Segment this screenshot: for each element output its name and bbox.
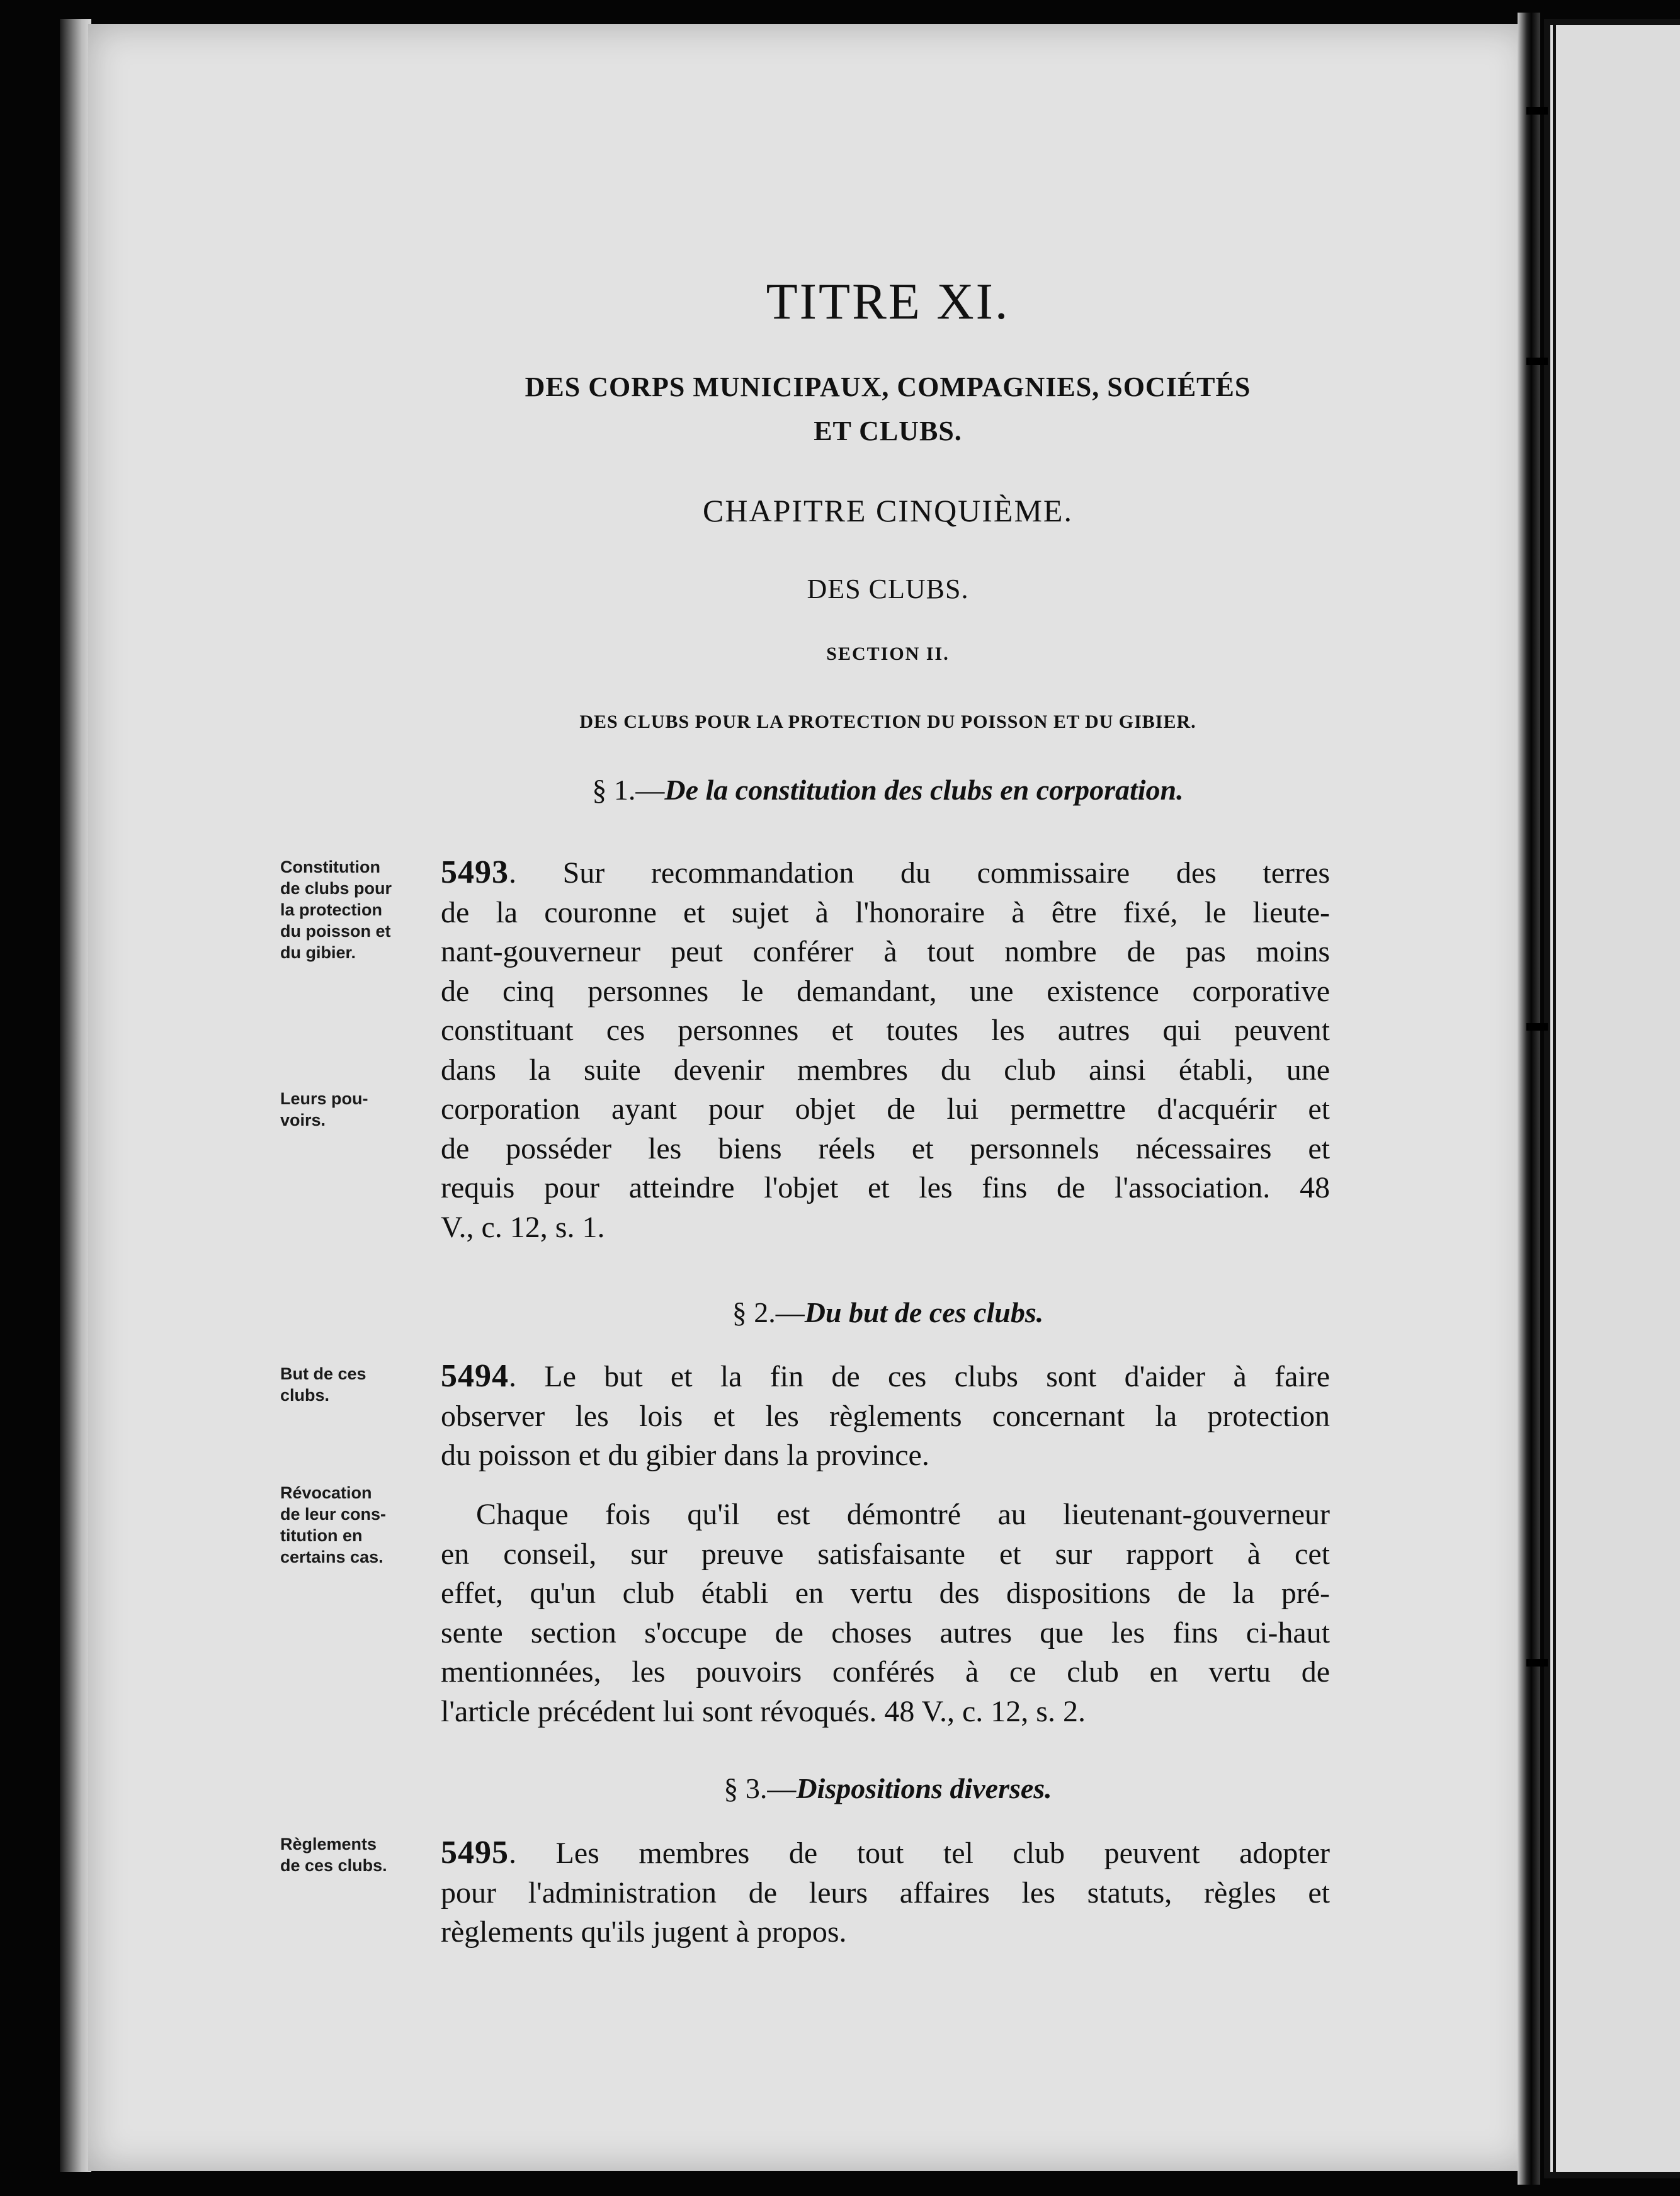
text-line: requis pour atteindre l'objet et les fins de l'association. 48	[441, 1171, 1330, 1204]
article-number: 5494	[441, 1358, 509, 1394]
text-line: effet, qu'un club établi en vertu des dispositions de la pré-	[441, 1576, 1330, 1610]
spine-notch	[1526, 1023, 1548, 1031]
text-line: pour l'administration de leurs affaires les statuts, règles et	[441, 1876, 1330, 1910]
margin-note: Révocation de leur cons- titution en certains cas.	[280, 1483, 387, 1566]
article-5495	[441, 1833, 1330, 1952]
text-line: observer les lois et les règlements concernant la protection	[441, 1399, 1330, 1433]
paragraph-mark: § 1.—	[592, 774, 665, 806]
text-line: dans la suite devenir membres du club ainsi établi, une	[441, 1053, 1330, 1087]
text-line: de cinq personnes le demandant, une existence corporative	[441, 974, 1330, 1008]
paragraph-heading-1	[403, 773, 1373, 807]
margin-note: Règlements de ces clubs.	[280, 1835, 387, 1875]
text-line: mentionnées, les pouvoirs conférés à ce club en vertu de	[441, 1655, 1330, 1689]
text-line: règlements qu'ils jugent à propos.	[441, 1915, 847, 1949]
margin-note: Leurs pou- voirs.	[280, 1089, 368, 1129]
paragraph-mark: § 2.—	[732, 1296, 805, 1328]
text-line: de posséder les biens réels et personnels nécessaires et	[441, 1131, 1330, 1165]
text-line: en conseil, sur preuve satisfaisante et sur rapport à cet	[441, 1537, 1330, 1571]
text-line: 5494. Le but et la fin de ces clubs sont d'aider à faire	[441, 1358, 1330, 1394]
article-5494	[441, 1357, 1330, 1476]
paragraph-heading-2	[403, 1296, 1373, 1329]
next-page-edge-line	[1553, 19, 1556, 2178]
paragraph-title: De la constitution des clubs en corporation.	[664, 774, 1184, 806]
text-line: l'article précédent lui sont révoqués. 48 V., c. 12, s. 2.	[441, 1694, 1086, 1728]
left-page-edge	[60, 19, 91, 2172]
paragraph-title: Dispositions diverses.	[796, 1772, 1052, 1804]
subtitle-line-2: ET CLUBS.	[814, 416, 962, 446]
section-title: DES CLUBS POUR LA PROTECTION DU POISSON ET DU GIBIER.	[579, 711, 1196, 732]
text-line: de la couronne et sujet à l'honoraire à être fixé, le lieute-	[441, 895, 1330, 929]
text-line: Chaque fois qu'il est démontré au lieutenant-gouverneur	[476, 1498, 1330, 1531]
margin-note: Constitution de clubs pour la protection du poisson et du gibier.	[280, 857, 392, 962]
paragraph-mark: § 3.—	[724, 1772, 797, 1804]
subtitle-line-1: DES CORPS MUNICIPAUX, COMPAGNIES, SOCIÉTÉS	[525, 371, 1251, 402]
article-5494-paragraph-2	[441, 1495, 1330, 1731]
chapter-subject: DES CLUBS.	[807, 574, 969, 604]
next-page-paper	[1550, 25, 1680, 2172]
text-line: V., c. 12, s. 1.	[441, 1210, 605, 1244]
subtitle	[403, 365, 1373, 453]
paragraph-heading-3	[403, 1772, 1373, 1805]
article-number: 5495	[441, 1835, 509, 1871]
text-line: corporation ayant pour objet de lui permettre d'acquérir et	[441, 1092, 1330, 1126]
text-line: sente section s'occupe de choses autres que les fins ci-haut	[441, 1616, 1330, 1650]
text-line: du poisson et du gibier dans la province.	[441, 1439, 929, 1472]
book-spine	[1518, 13, 1540, 2185]
spine-notch	[1526, 358, 1548, 365]
title-titre: TITRE XI.	[766, 273, 1010, 330]
text-line: nant-gouverneur peut conférer à tout nombre de pas moins	[441, 935, 1330, 968]
text-line: constituant ces personnes et toutes les autres qui peuvent	[441, 1014, 1330, 1047]
text-line: 5495. Les membres de tout tel club peuvent adopter	[441, 1835, 1330, 1871]
article-number: 5493	[441, 854, 509, 890]
section-heading: SECTION II.	[826, 643, 950, 664]
paragraph-title: Du but de ces clubs.	[804, 1296, 1044, 1328]
spine-notch	[1526, 107, 1548, 115]
text-line: 5493. Sur recommandation du commissaire des terres	[441, 854, 1330, 890]
article-5493	[441, 853, 1330, 1247]
margin-note: But de ces clubs.	[280, 1364, 366, 1405]
chapter-heading: CHAPITRE CINQUIÈME.	[703, 493, 1073, 528]
spine-notch	[1526, 1659, 1548, 1667]
